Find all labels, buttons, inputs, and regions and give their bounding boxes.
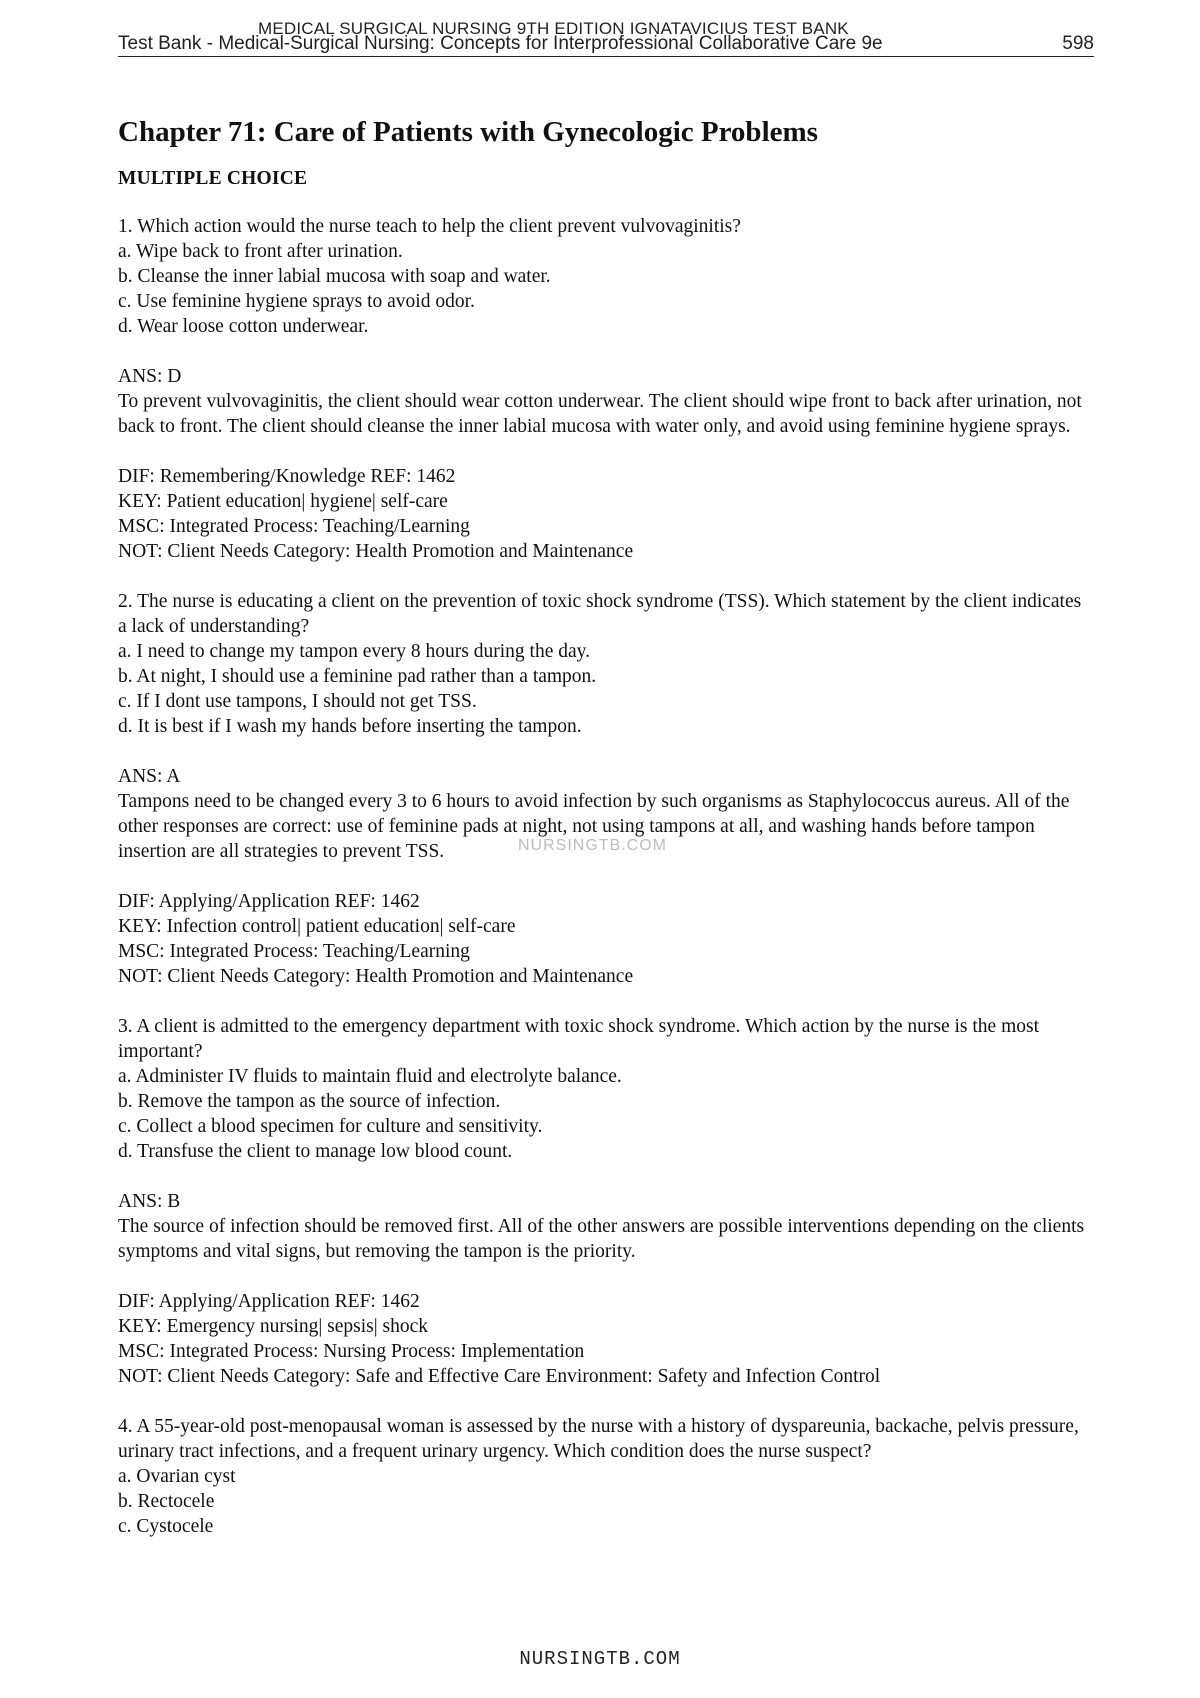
meta-not: NOT: Client Needs Category: Health Promotion and Maintenance	[118, 541, 634, 562]
answer-option: a. I need to change my tampon every 8 hours during the day.	[118, 641, 591, 662]
answer-block	[118, 364, 1094, 439]
page-number: 598	[1062, 33, 1094, 54]
answer-option: d. Transfuse the client to manage low blood count.	[118, 1141, 513, 1162]
answer-option: c. If I dont use tampons, I should not get TSS.	[118, 691, 477, 712]
question-meta	[118, 1289, 1094, 1389]
question-stem-block	[118, 214, 1094, 339]
answer-option: c. Cystocele	[118, 1516, 214, 1537]
question-stem: 2. The nurse is educating a client on the prevention of toxic shock syndrome (TSS). Which statement by the client indicates a lack of understanding?	[118, 591, 1082, 637]
answer-option: b. Rectocele	[118, 1491, 215, 1512]
rationale: The source of infection should be removed first. All of the other answers are possible interventions depending on the clients symptoms and vital signs, but removing the tampon is the priority.	[118, 1216, 1085, 1262]
meta-msc: MSC: Integrated Process: Nursing Process: Implementation	[118, 1341, 585, 1362]
running-header	[118, 33, 1094, 57]
answer-option: b. Remove the tampon as the source of infection.	[118, 1091, 501, 1112]
meta-key: KEY: Patient education| hygiene| self-care	[118, 491, 448, 512]
question-stem: 3. A client is admitted to the emergency department with toxic shock syndrome. Which action by the nurse is the most important?	[118, 1016, 1040, 1062]
question-2	[118, 589, 1094, 989]
question-stem-block	[118, 1014, 1094, 1164]
answer-key: ANS: D	[118, 366, 182, 387]
meta-dif: DIF: Applying/Application REF: 1462	[118, 1291, 420, 1312]
section-heading: MULTIPLE CHOICE	[118, 168, 308, 189]
meta-not: NOT: Client Needs Category: Safe and Effective Care Environment: Safety and Infection Control	[118, 1366, 881, 1387]
meta-key: KEY: Infection control| patient education| self-care	[118, 916, 516, 937]
chapter-title: Chapter 71: Care of Patients with Gynecologic Problems	[118, 116, 818, 148]
meta-msc: MSC: Integrated Process: Teaching/Learning	[118, 941, 470, 962]
answer-option: a. Administer IV fluids to maintain fluid and electrolyte balance.	[118, 1066, 622, 1087]
question-1	[118, 214, 1094, 564]
answer-option: b. Cleanse the inner labial mucosa with soap and water.	[118, 266, 551, 287]
question-3	[118, 1014, 1094, 1389]
meta-dif: DIF: Remembering/Knowledge REF: 1462	[118, 466, 456, 487]
answer-option: c. Use feminine hygiene sprays to avoid odor.	[118, 291, 475, 312]
meta-msc: MSC: Integrated Process: Teaching/Learning	[118, 516, 470, 537]
meta-dif: DIF: Applying/Application REF: 1462	[118, 891, 420, 912]
rationale: To prevent vulvovaginitis, the client should wear cotton underwear. The client should wipe front to back after urination, not back to front. The client should cleanse the inner labial mucosa with water only, and avoid using feminine hygiene sprays.	[118, 391, 1082, 437]
header-book-title: Test Bank - Medical-Surgical Nursing: Concepts for Interprofessional Collaborative Care 9e	[118, 33, 883, 54]
answer-block	[118, 1189, 1094, 1264]
answer-key: ANS: A	[118, 766, 181, 787]
header-overlay-title: MEDICAL SURGICAL NURSING 9TH EDITION IGNATAVICIUS TEST BANK	[258, 19, 849, 38]
question-stem-block	[118, 589, 1094, 739]
answer-option: c. Collect a blood specimen for culture and sensitivity.	[118, 1116, 543, 1137]
question-stem: 4. A 55-year-old post-menopausal woman is assessed by the nurse with a history of dyspareunia, backache, pelvis pressure, urinary tract infections, and a frequent urinary urgency. Which condition does the nurse suspect?	[118, 1416, 1079, 1462]
watermark: NURSINGTB.COM	[518, 837, 667, 854]
question-meta	[118, 889, 1094, 989]
footer-site: NURSINGTB.COM	[519, 1648, 681, 1670]
answer-key: ANS: B	[118, 1191, 181, 1212]
question-stem-block	[118, 1414, 1094, 1539]
question-meta	[118, 464, 1094, 564]
question-stem: 1. Which action would the nurse teach to help the client prevent vulvovaginitis?	[118, 216, 741, 237]
rationale: Tampons need to be changed every 3 to 6 hours to avoid infection by such organisms as Staphylococcus aureus. All of the other responses are correct: use of feminine pads at night, not using tampons at all, and washing hands before tampon insertion are all strategies to prevent TSS.	[118, 791, 1070, 862]
question-4	[118, 1414, 1094, 1539]
meta-not: NOT: Client Needs Category: Health Promotion and Maintenance	[118, 966, 634, 987]
meta-key: KEY: Emergency nursing| sepsis| shock	[118, 1316, 429, 1337]
answer-option: a. Wipe back to front after urination.	[118, 241, 403, 262]
answer-option: d. It is best if I wash my hands before inserting the tampon.	[118, 716, 582, 737]
answer-option: d. Wear loose cotton underwear.	[118, 316, 369, 337]
answer-option: b. At night, I should use a feminine pad rather than a tampon.	[118, 666, 597, 687]
answer-option: a. Ovarian cyst	[118, 1466, 236, 1487]
